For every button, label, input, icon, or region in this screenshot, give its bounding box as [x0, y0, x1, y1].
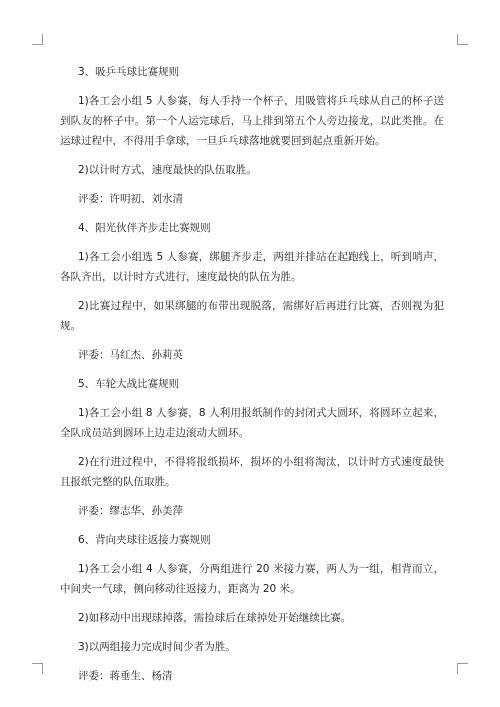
judges-line: 评委：蒋垂生、杨清: [78, 670, 173, 682]
rule-paragraph: 1)各工会小组选 5 人参赛，绑腿齐步走，两组并排站在起跑线上，听到哨声，各队齐出，以计时方式进行，速度最快的队伍为胜。: [60, 251, 444, 283]
crop-mark-top-right: [457, 34, 468, 45]
rule-paragraph: 2)在行进过程中，不得将报纸损坏，损坏的小组将淘汰，以计时方式速度最快且报纸完整的队伍取胜。: [60, 456, 444, 488]
rule-paragraph: 1)各工会小组 5 人参赛，每人手持一个杯子，用吸管将乒乓球从自己的杯子送到队友的杯子中。第一个人运完球后，马上排到第五个人旁边接龙，以此类推。在运球过程中，不得用手拿球，一旦乒乓球落地就要回到起点重新开始。: [60, 95, 444, 147]
rule-paragraph: 2)如移动中出现球掉落，需捡球后在球掉处开始继续比赛。: [78, 612, 352, 624]
document-body: [60, 62, 444, 695]
rule-paragraph: 1)各工会小组 8 人参赛，8 人利用报纸制作的封闭式大圆环，将圆环立起来，全队成员站到圆环上边走边滚动大圆环。: [60, 407, 444, 439]
judges-line: 评委：马红杰、孙莉英: [78, 349, 183, 361]
rule-paragraph: 1)各工会小组 4 人参赛，分两组进行 20 米接力赛，两人为一组，相背而立，中间夹一气球，侧向移动往返接力，距离为 20 米。: [60, 563, 444, 595]
rule-paragraph: 3)以两组接力完成时间少者为胜。: [78, 641, 236, 653]
rule-paragraph: 2)以计时方式，速度最快的队伍取胜。: [78, 164, 257, 176]
crop-mark-top-left: [32, 34, 43, 45]
section-heading: 4、阳光伙伴齐步走比赛规则: [78, 222, 211, 234]
judges-line: 评委：缪志华、孙美萍: [78, 505, 183, 517]
section-heading: 5、车轮大战比赛规则: [78, 378, 180, 390]
crop-mark-bottom-left: [32, 663, 43, 674]
crop-mark-bottom-right: [457, 663, 468, 674]
judges-line: 评委：许明初、刘水清: [78, 193, 183, 205]
section-heading: 6、背向夹球往返接力赛规则: [78, 534, 211, 546]
rule-paragraph: 2)比赛过程中，如果绑腿的布带出现脱落，需绑好后再进行比赛，否则视为犯规。: [60, 300, 444, 332]
section-heading: 3、吸乒乓球比赛规则: [78, 66, 180, 78]
